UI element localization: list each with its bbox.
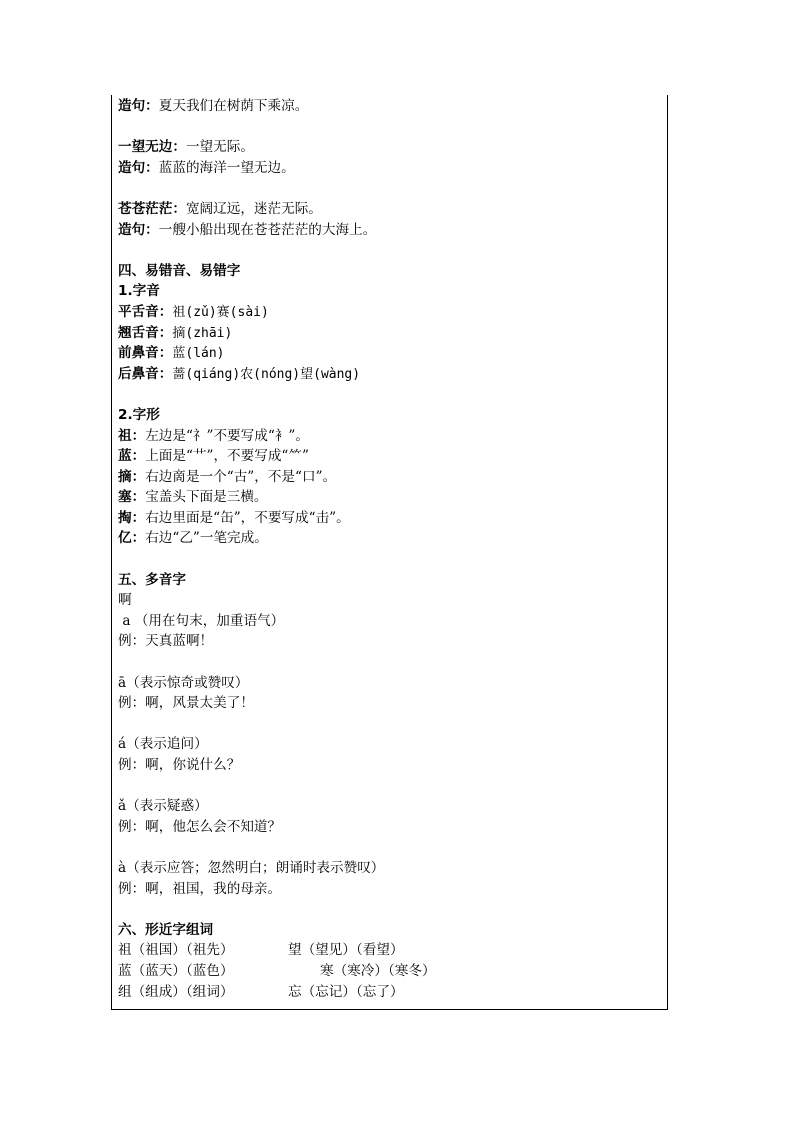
polyphone-reading: ā（表示惊奇或赞叹） xyxy=(118,674,249,691)
polyphone-example: 例：啊，风景太美了！ xyxy=(118,695,254,712)
char-form-item: 亿：右边“乙”一笔完成。 xyxy=(118,530,268,547)
char-form-item: 掏：右边里面是“缶”，不要写成“击”。 xyxy=(118,509,350,526)
polyphone-reading: a （用在句末，加重语气） xyxy=(118,612,285,629)
word-group-row: 组（组成）（组词） 忘（忘记）（忘了） xyxy=(118,983,404,1000)
polyphone-example: 例：啊，祖国，我的母亲。 xyxy=(118,880,282,897)
char-form-item: 摘：右边啇是一个“古”，不是“口”。 xyxy=(118,468,337,485)
pinyin-item: 平舌音：祖(zǔ)赛(sài) xyxy=(118,303,269,320)
char-form-item: 蓝：上面是“艹”，不要写成“⺮” xyxy=(118,448,309,465)
word-group-row: 祖（祖国）（祖先） 望（望见）（看望） xyxy=(118,942,404,959)
pinyin-item: 后鼻音：蔷(qiáng)农(nóng)望(wàng) xyxy=(118,365,361,382)
section-heading: 四、易错音、易错字 xyxy=(118,262,241,279)
subsection-heading: 1.字音 xyxy=(118,283,160,300)
char-form-item: 祖：左边是“礻”不要写成“衤”。 xyxy=(118,427,309,444)
document-content xyxy=(118,96,658,1002)
section-heading: 五、多音字 xyxy=(118,571,186,588)
sentence-example: 造句：一艘小船出现在苍苍茫茫的大海上。 xyxy=(118,221,377,238)
polyphone-example: 例：天真蓝啊！ xyxy=(118,633,214,650)
pinyin-item: 前鼻音：蓝(lán) xyxy=(118,345,225,362)
subsection-heading: 2.字形 xyxy=(118,406,160,423)
section-heading: 六、形近字组词 xyxy=(118,921,214,938)
sentence-example: 造句：蓝蓝的海洋一望无边。 xyxy=(118,159,295,176)
polyphone-reading: ǎ（表示疑惑） xyxy=(118,798,208,815)
polyphone-reading: à（表示应答；忽然明白；朗诵时表示赞叹） xyxy=(118,859,385,876)
polyphone-char: 啊 xyxy=(118,592,132,609)
word-definition: 苍苍茫茫：宽阔辽远，迷茫无际。 xyxy=(118,200,322,217)
char-form-item: 塞：宝盖头下面是三横。 xyxy=(118,489,268,506)
polyphone-reading: á（表示追问） xyxy=(118,736,208,753)
pinyin-item: 翘舌音：摘(zhāi) xyxy=(118,324,233,341)
word-group-row: 蓝（蓝天）（蓝色） 寒（寒冷）（寒冬） xyxy=(118,962,436,979)
polyphone-example: 例：啊，他怎么会不知道？ xyxy=(118,818,282,835)
word-definition: 一望无边：一望无际。 xyxy=(118,139,254,156)
sentence-example: 造句：夏天我们在树荫下乘凉。 xyxy=(118,98,309,114)
polyphone-example: 例：啊，你说什么？ xyxy=(118,757,241,773)
